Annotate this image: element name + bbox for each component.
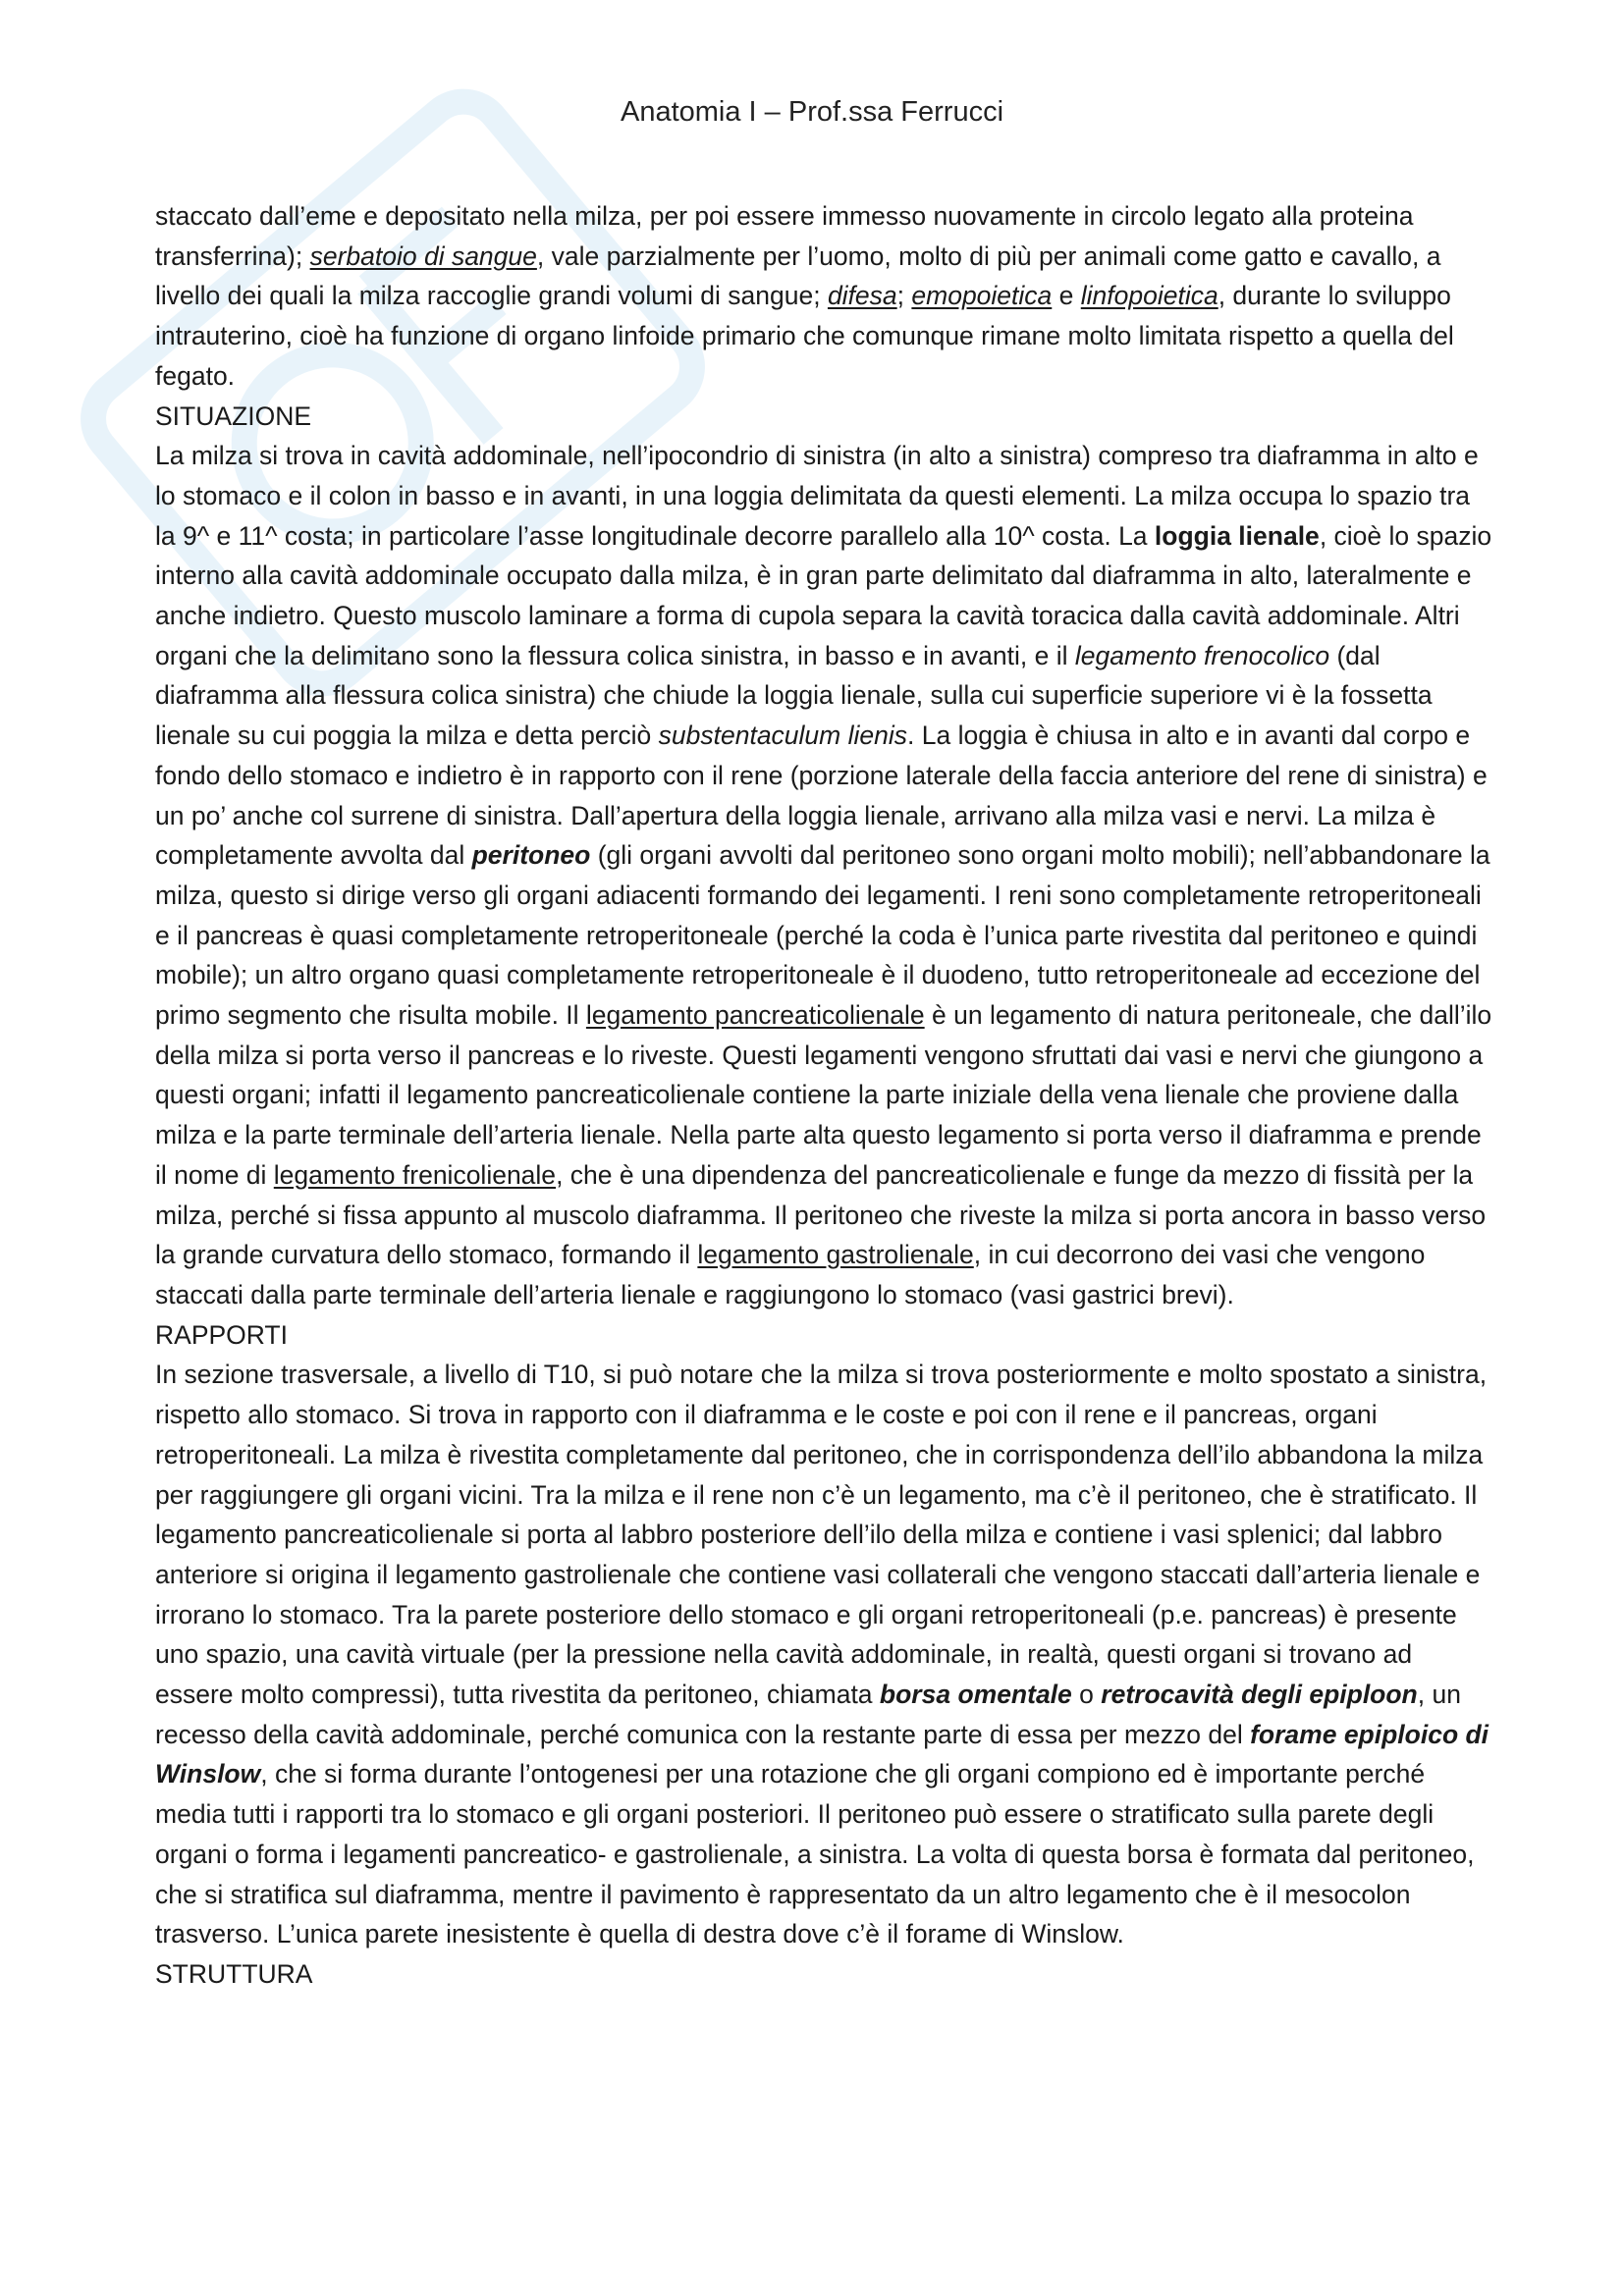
- term-pancreaticolienale: legamento pancreaticolienale: [585, 1000, 925, 1031]
- section-heading-rapporti: RAPPORTI: [155, 1319, 288, 1350]
- term-loggia-lienale: loggia lienale: [1154, 520, 1320, 551]
- term-linfopoietica: linfopoietica: [1080, 281, 1218, 311]
- section-heading-situazione: SITUAZIONE: [155, 400, 312, 431]
- section-heading-struttura: STRUTTURA: [155, 1958, 313, 1989]
- situazione-paragraph: La milza si trova in cavità addominale, nell’ipocondrio di sinistra (in alto a sinistra) compreso tra diaframma in alto e lo stomaco e il colon in basso e in avanti, in una loggia delimitata da questi elementi. La milza occupa lo spazio tra la 9^ e 11^ costa; in particolare l’asse longitudinale decorre parallelo alla 10^ costa. La loggia lienale, cioè lo spazio interno alla cavità addominale occupato dalla milza, è in gran parte delimitato dal diaframma in alto, lateralmente e anche indietro. Questo muscolo laminare a forma di cupola separa la cavità toracica dalla cavità addominale. Altri organi che la delimitano sono la flessura colica sinistra, in basso e in avanti, e il legamento frenocolico (dal diaframma alla flessura colica sinistra) che chiude la loggia lienale, sulla cui superficie superiore vi è la fossetta lienale su cui poggia la milza e detta perciò substentaculum lienis. La loggia è chiusa in alto e in avanti dal corpo e fondo dello stomaco e indietro è in rapporto con il rene (porzione laterale della faccia anteriore del rene di sinistra) e un po’ anche col surrene di sinistra. Dall’apertura della loggia lienale, arrivano alla milza vasi e nervi. La milza è completamente avvolta dal peritoneo (gli organi avvolti dal peritoneo sono organi molto mobili); nell’abbandonare la milza, questo si dirige verso gli organi adiacenti formando dei legamenti. I reni sono completamente retroperitoneali e il pancreas è quasi completamente retroperitoneale (perché la coda è l’unica parte rivestita dal peritoneo e quindi mobile); un altro organo quasi completamente retroperitoneale è il duodeno, tutto retroperitoneale ad eccezione del primo segmento che risulta mobile. Il legamento pancreaticolienale è un legamento di natura peritoneale, che dall’ilo della milza si porta verso il pancreas e lo riveste. Questi legamenti vengono sfruttati dai vasi e nervi che giungono a questi organi; infatti il legamento pancreaticolienale contiene la parte iniziale della vena lienale che proviene dalla milza e la parte terminale dell’arteria lienale. Nella parte alta questo legamento si porta verso il diaframma e prende il nome di legamento frenicolienale, che è una dipendenza del pancreaticolienale e funge da mezzo di fissità per la milza, perché si fissa appunto al muscolo diaframma. Il peritoneo che riveste la milza si porta ancora in basso verso la grande curvatura dello stomaco, formando il legamento gastrolienale, in cui decorrono dei vasi che vengono staccati dalla parte terminale dell’arteria lienale e raggiungono lo stomaco (vasi gastrici brevi).: [155, 441, 1492, 1309]
- term-forame-winslow: forame epiploico di Winslow: [155, 1719, 1489, 1789]
- term-frenicolienale: legamento frenicolienale: [273, 1159, 557, 1190]
- rapporti-paragraph: In sezione trasversale, a livello di T10, si può notare che la milza si trova posteriormente e molto spostato a sinistra, rispetto allo stomaco. Si trova in rapporto con il diaframma e le coste e poi con il rene e il pancreas, organi retroperitoneali. La milza è rivestita completamente dal peritoneo, che in corrispondenza dell’ilo abbandona la milza per raggiungere gli organi vicini. Tra la milza e il rene non c’è un legamento, ma c’è il peritoneo, che è stratificato. Il legamento pancreaticolienale si porta al labbro posteriore dell’ilo della milza e contiene i vasi splenici; dal labbro anteriore si origina il legamento gastrolienale che contiene vasi collaterali che vengono staccati dall’arteria lienale e irrorano lo stomaco. Tra la parete posteriore dello stomaco e gli organi retroperitoneali (p.e. pancreas) è presente uno spazio, una cavità virtuale (per la pressione nella cavità addominale, in realtà, questi organi si trovano ad essere molto compressi), tutta rivestita da peritoneo, chiamata borsa omentale o retrocavità degli epiploon, un recesso della cavità addominale, perché comunica con la restante parte di essa per mezzo del forame epiploico di Winslow, che si forma durante l’ontogenesi per una rotazione che gli organi compiono ed è importante perché media tutti i rapporti tra lo stomaco e gli organi posteriori. Il peritoneo può essere o stratificato sulla parete degli organi o forma i legamenti pancreatico- e gastrolienale, a sinistra. La volta di questa borsa è formata dal peritoneo, che si stratifica sul diaframma, mentre il pavimento è rappresentato da un altro legamento che è il mesocolon trasverso. L’unica parete inesistente è quella di destra dove c’è il forame di Winslow.: [155, 1360, 1489, 1949]
- term-frenocolico: legamento frenocolico: [1074, 640, 1330, 670]
- term-borsa-omentale: borsa omentale: [879, 1680, 1072, 1710]
- term-substentaculum: substentaculum lienis: [658, 721, 907, 751]
- document-body: [155, 196, 1492, 1995]
- term-retrocavita: retrocavità degli epiploon: [1101, 1680, 1418, 1710]
- term-gastrolienale: legamento gastrolienale: [697, 1240, 974, 1270]
- page-header: Anatomia I – Prof.ssa Ferrucci: [620, 96, 1004, 128]
- term-emopoietica: emopoietica: [911, 281, 1053, 311]
- term-serbatoio: serbatoio di sangue: [309, 240, 537, 271]
- term-peritoneo: peritoneo: [471, 840, 591, 871]
- intro-paragraph: staccato dall’eme e depositato nella milza, per poi essere immesso nuovamente in circolo legato alla proteina transferrina); serbatoio di sangue, vale parzialmente per l’uomo, molto di più per animali come gatto e cavallo, a livello dei quali la milza raccoglie grandi volumi di sangue; difesa; emopoietica e linfopoietica, durante lo sviluppo intrauterino, cioè ha funzione di organo linfoide primario che comunque rimane molto limitata rispetto a quella del fegato.: [155, 201, 1454, 391]
- term-difesa: difesa: [827, 281, 897, 311]
